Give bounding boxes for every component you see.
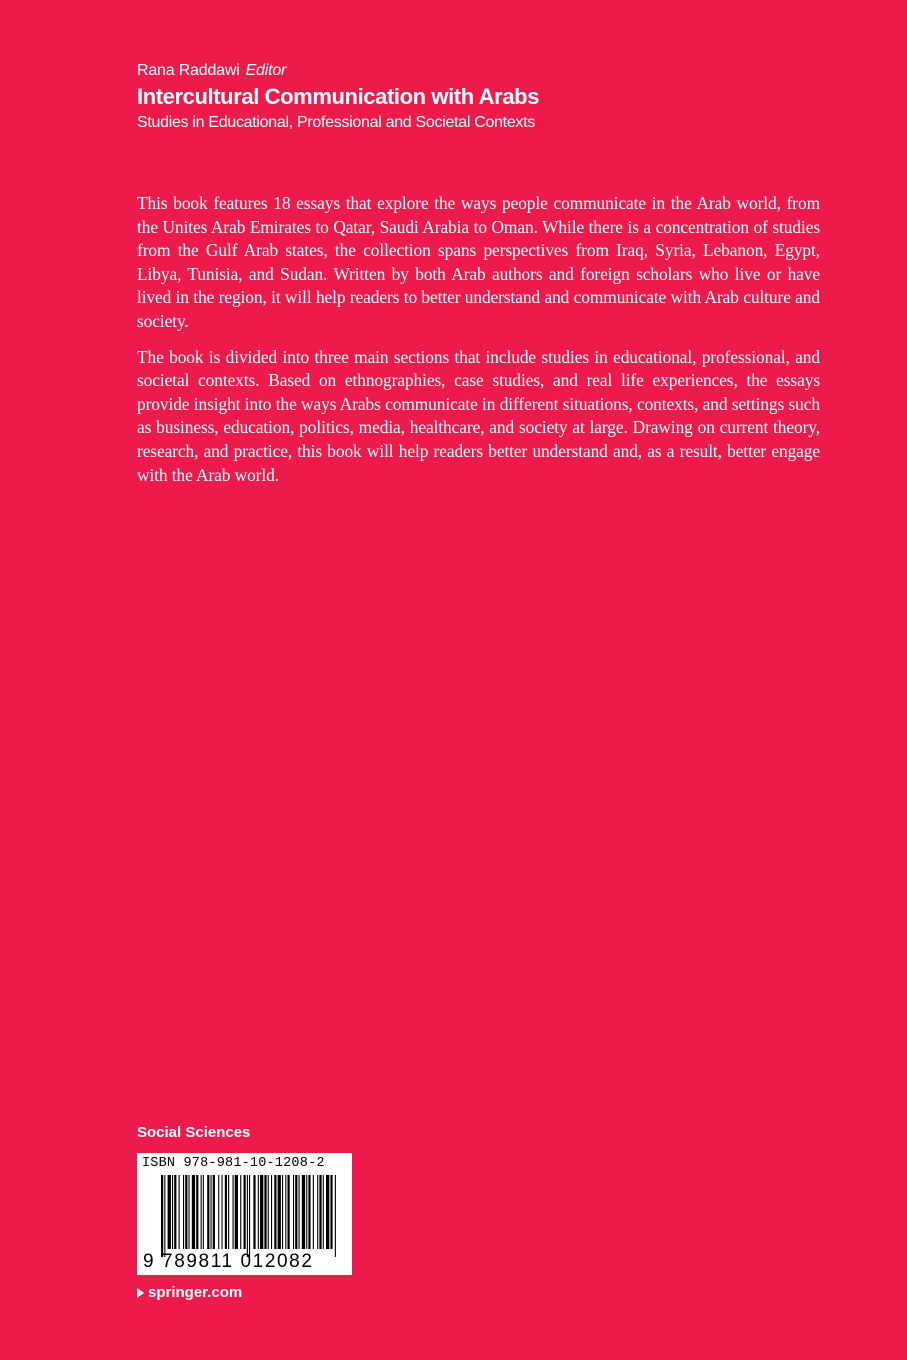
barcode-bar (288, 1175, 290, 1249)
barcode-bar (185, 1175, 187, 1249)
barcode-bar (308, 1175, 310, 1249)
barcode-bar (274, 1175, 276, 1249)
book-title: Intercultural Communication with Arabs (137, 84, 540, 109)
barcode-bar (313, 1175, 314, 1249)
book-blurb (137, 192, 820, 499)
isbn-barcode (137, 1153, 352, 1275)
barcode-bar (247, 1175, 248, 1257)
book-subtitle: Studies in Educational, Professional and Societal Contexts (137, 114, 535, 131)
barcode-bar (164, 1175, 165, 1257)
barcode-bar (299, 1175, 300, 1249)
barcode-bar (225, 1175, 227, 1249)
barcode-bar (174, 1175, 176, 1249)
barcode-bar (240, 1175, 241, 1249)
barcode-bar (335, 1175, 336, 1257)
editor-line (137, 60, 837, 82)
barcode-digits: 9 789811 012082 (143, 1251, 314, 1272)
barcode-bar (207, 1175, 209, 1249)
barcode-bar (306, 1175, 307, 1249)
barcode-bar (260, 1175, 263, 1249)
barcode-bar (326, 1175, 329, 1249)
barcode-bar (264, 1175, 266, 1249)
barcode-bar (218, 1175, 219, 1249)
barcode-bar (285, 1175, 286, 1249)
barcode-bar (317, 1175, 318, 1249)
publisher-link-text[interactable]: springer.com (148, 1284, 243, 1301)
isbn-label: ISBN 978-981-10-1208-2 (142, 1156, 325, 1171)
cover-header (137, 60, 837, 134)
barcode-bar (189, 1175, 190, 1249)
barcode-bar (253, 1175, 255, 1249)
editor-name: Rana Raddawi (137, 62, 240, 79)
subject-category: Social Sciences (137, 1124, 251, 1141)
barcode-bar (196, 1175, 198, 1249)
barcode-bar (244, 1175, 246, 1249)
barcode-bar (249, 1175, 250, 1257)
barcode-bar (323, 1175, 324, 1249)
barcode-bar (222, 1175, 223, 1249)
triangle-right-icon (137, 1288, 144, 1298)
barcode-bar (282, 1175, 283, 1249)
barcode-bar (235, 1175, 238, 1249)
barcode-bar (295, 1175, 297, 1249)
barcode-bar (183, 1175, 184, 1249)
barcode-bar (161, 1175, 163, 1257)
barcode-bar (213, 1175, 215, 1249)
barcode-bar (203, 1175, 204, 1249)
editor-role: Editor (245, 62, 287, 79)
barcode-bar (201, 1175, 202, 1249)
barcode-bar (228, 1175, 229, 1249)
barcode-bar (330, 1175, 332, 1249)
barcode-bar (278, 1175, 281, 1249)
barcode-bar (293, 1175, 294, 1249)
barcode-bar (258, 1175, 259, 1249)
barcode-bar (179, 1175, 180, 1249)
publisher-link[interactable] (137, 1283, 242, 1303)
barcode-bar (211, 1175, 212, 1249)
barcode-bar (168, 1175, 171, 1249)
barcode-bar (192, 1175, 195, 1249)
barcode-bar (302, 1175, 305, 1249)
barcode-bar (172, 1175, 173, 1249)
barcode-bar (233, 1175, 234, 1249)
blurb-paragraph-2: The book is divided into three main sections that include studies in educational, professional, and societal contexts. Based on ethnographies, case studies, and real life experiences, the essays provide insight into the ways Arabs communicate in different situations, contexts, and settings such as business, education, politics, media, healthcare, and society at large. Drawing on current theory, research, and practice, this book will help readers better understand and, as a result, better engage with the Arab world. (137, 346, 820, 485)
blurb-paragraph-1: This book features 18 essays that explore the ways people communicate in the Arab world, from the Unites Arab Emirates to Qatar, Saudi Arabia to Oman. While there is a concentration of studies from the Gulf Arab states, the collection spans perspectives from Iraq, Syria, Lebanon, Egypt, Libya, Tunisia, and Sudan. Written by both Arab authors and foreign scholars who live or have lived in the region, it will help readers to better understand and communicate with Arab culture and society. (137, 193, 820, 331)
barcode-bar (271, 1175, 272, 1249)
barcode-bar (319, 1175, 321, 1249)
barcode-bar (268, 1175, 269, 1249)
